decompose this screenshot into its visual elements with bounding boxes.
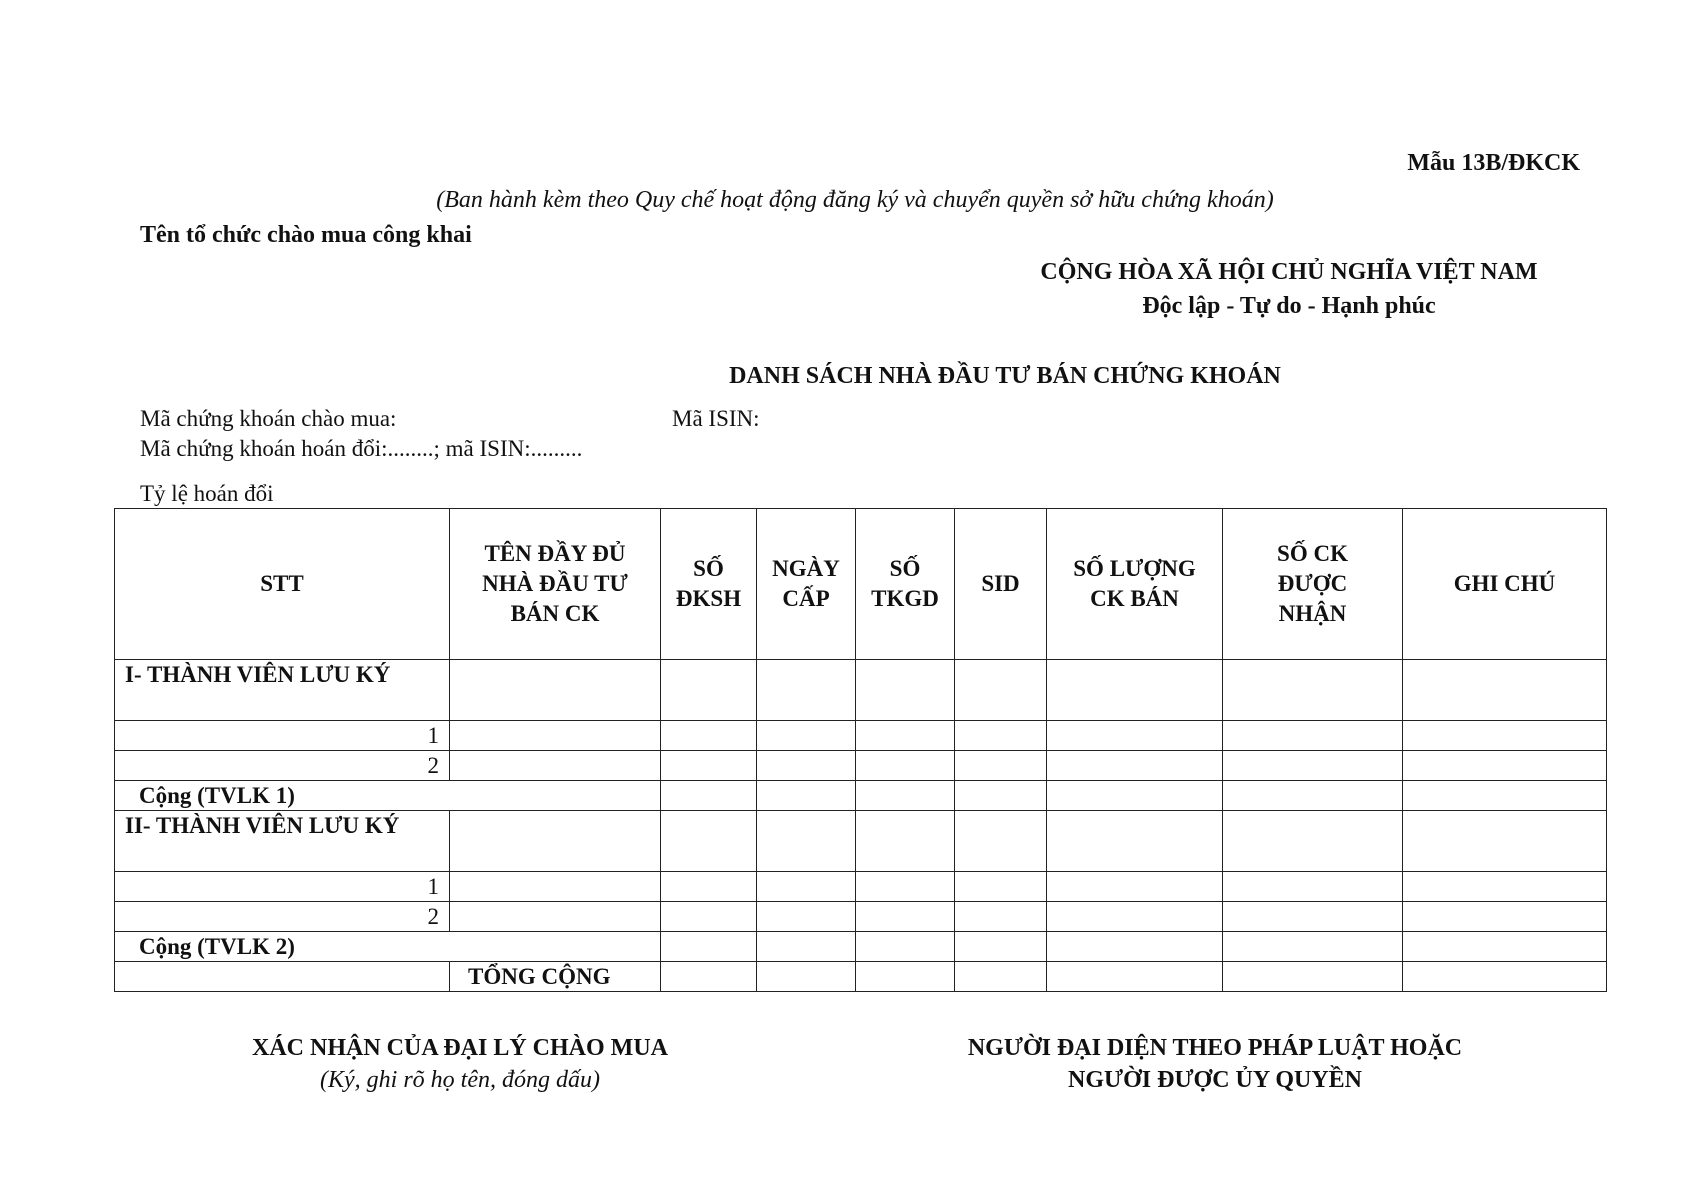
row-number: 2 bbox=[115, 902, 450, 932]
confirmation-title: XÁC NHẬN CỦA ĐẠI LÝ CHÀO MUA bbox=[252, 1035, 668, 1061]
header-investor-name: TÊN ĐẦY ĐỦ NHÀ ĐẦU TƯ BÁN CK bbox=[450, 509, 661, 660]
table-row bbox=[115, 721, 1607, 751]
section-label: I- THÀNH VIÊN LƯU KÝ bbox=[115, 660, 450, 721]
subtotal-row bbox=[115, 781, 1607, 811]
nation-motto: Độc lập - Tự do - Hạnh phúc bbox=[1142, 293, 1436, 319]
swap-ratio-label: Tỷ lệ hoán đổi bbox=[140, 481, 274, 506]
grand-total-row bbox=[115, 962, 1607, 992]
header-stt: STT bbox=[115, 509, 450, 660]
row-number: 2 bbox=[115, 751, 450, 781]
nation-name: CỘNG HÒA XÃ HỘI CHỦ NGHĨA VIỆT NAM bbox=[1040, 259, 1538, 285]
row-number: 1 bbox=[115, 872, 450, 902]
header-issue-date: NGÀY CẤP bbox=[757, 509, 856, 660]
section-row bbox=[115, 811, 1607, 872]
representative-line1: NGƯỜI ĐẠI DIỆN THEO PHÁP LUẬT HOẶC bbox=[967, 1035, 1463, 1061]
swap-code-label: Mã chứng khoán hoán đổi:........; mã ISIN:......... bbox=[140, 436, 583, 461]
subtotal-row bbox=[115, 932, 1607, 962]
section-label: II- THÀNH VIÊN LƯU KÝ bbox=[115, 811, 450, 872]
confirmation-note: (Ký, ghi rõ họ tên, đóng dấu) bbox=[320, 1067, 600, 1093]
investor-table bbox=[114, 508, 1607, 992]
subtotal-label: Cộng (TVLK 2) bbox=[115, 932, 661, 962]
header-tkgd: SỐ TKGD bbox=[856, 509, 955, 660]
form-code: Mẫu 13B/ĐKCK bbox=[1407, 150, 1580, 176]
organization-name: Tên tổ chức chào mua công khai bbox=[140, 222, 472, 248]
isin-label: Mã ISIN: bbox=[672, 406, 760, 431]
header-received-quantity: SỐ CK ĐƯỢC NHẬN bbox=[1223, 509, 1403, 660]
section-row bbox=[115, 660, 1607, 721]
legal-representative bbox=[890, 1032, 1540, 1096]
agent-confirmation bbox=[160, 1032, 760, 1096]
document-title: DANH SÁCH NHÀ ĐẦU TƯ BÁN CHỨNG KHOÁN bbox=[729, 363, 1281, 389]
national-motto bbox=[989, 255, 1589, 323]
table-row bbox=[115, 902, 1607, 932]
representative-line2: NGƯỜI ĐƯỢC ỦY QUYỀN bbox=[1068, 1067, 1362, 1093]
table-row bbox=[115, 751, 1607, 781]
header-note: GHI CHÚ bbox=[1403, 509, 1607, 660]
security-code-label: Mã chứng khoán chào mua: bbox=[140, 406, 397, 431]
decree-note: (Ban hành kèm theo Quy chế hoạt động đăng ký và chuyển quyền sở hữu chứng khoán) bbox=[436, 187, 1274, 213]
header-sell-quantity: SỐ LƯỢNG CK BÁN bbox=[1047, 509, 1223, 660]
table-header-row bbox=[115, 509, 1607, 660]
table-row bbox=[115, 872, 1607, 902]
row-number: 1 bbox=[115, 721, 450, 751]
grand-total-label: TỔNG CỘNG bbox=[450, 962, 661, 992]
subtotal-label: Cộng (TVLK 1) bbox=[115, 781, 661, 811]
header-dksh: SỐ ĐKSH bbox=[661, 509, 757, 660]
header-sid: SID bbox=[955, 509, 1047, 660]
